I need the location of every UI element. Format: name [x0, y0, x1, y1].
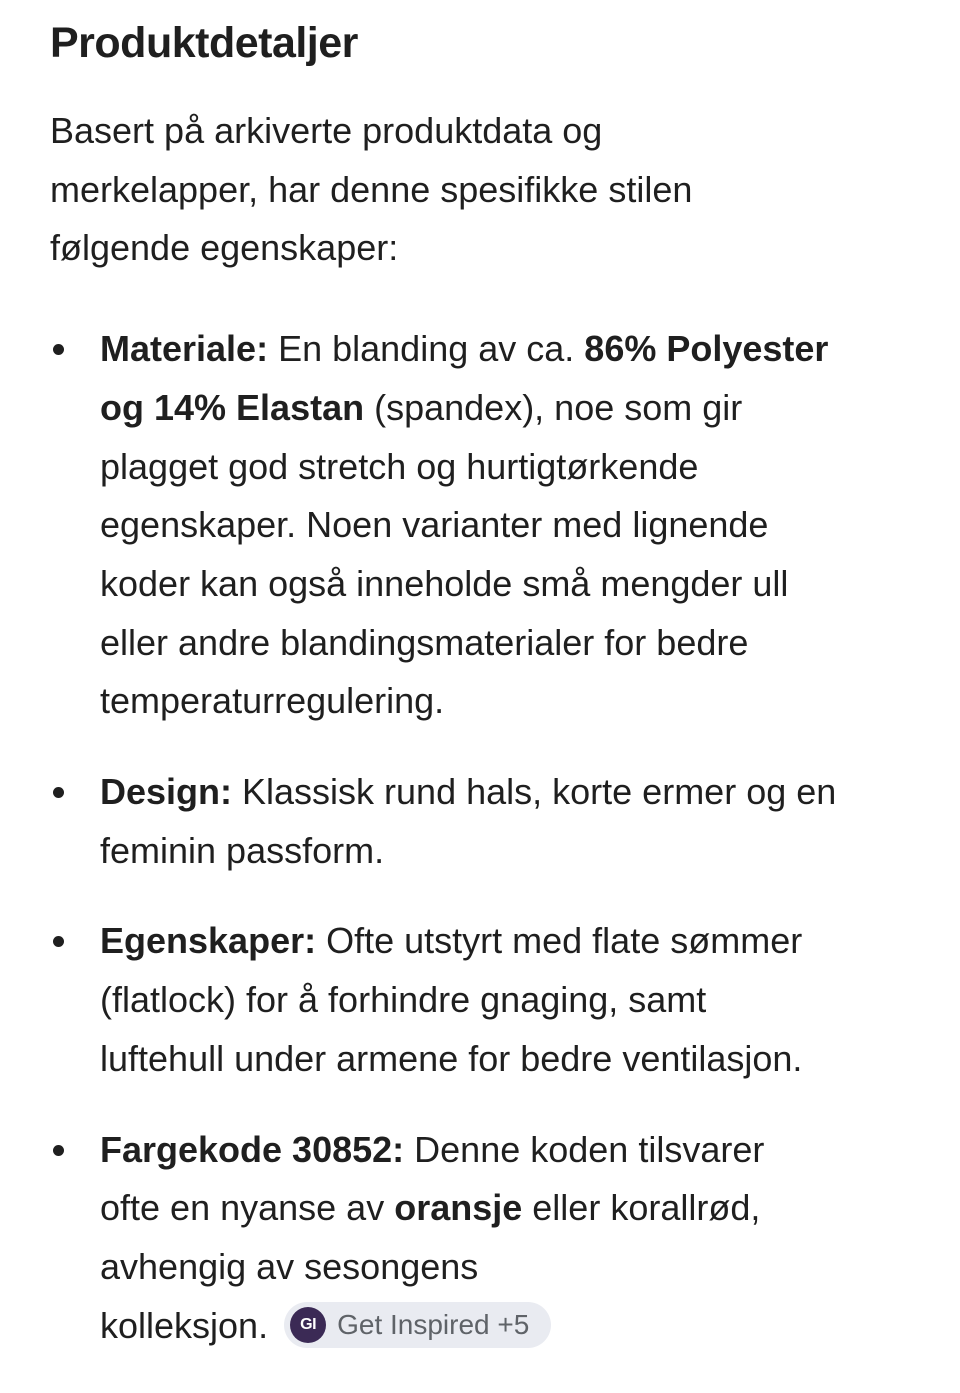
- text-run: feminin passform.: [100, 829, 385, 871]
- bullet-line: [100, 379, 906, 438]
- text-run: avhengig av sesongens: [100, 1245, 479, 1287]
- source-chip-label: Get Inspired +5: [337, 1309, 530, 1341]
- text-run: Egenskaper:: [100, 920, 317, 962]
- text-run: koder kan også inneholde små mengder ull: [100, 562, 789, 604]
- bullet-line: [100, 320, 906, 379]
- bullet-line: [100, 1297, 906, 1356]
- bullet-content: [100, 1121, 906, 1356]
- bullet-line: [100, 971, 906, 1030]
- intro-line: Basert på arkiverte produktdata og: [50, 110, 603, 151]
- text-run: eller korallrød,: [522, 1187, 761, 1229]
- text-run: Klassisk rund hals, korte ermer og en: [232, 771, 837, 813]
- bullet-line: [100, 496, 906, 555]
- bullet-list: [50, 320, 906, 1355]
- text-run: Design:: [100, 771, 233, 813]
- intro-line: følgende egenskaper:: [50, 227, 399, 269]
- text-run: og 14% Elastan: [100, 386, 365, 428]
- list-item: [50, 912, 906, 1088]
- bullet-line: [100, 1030, 906, 1089]
- list-item: [50, 763, 906, 880]
- page-title: Produktdetaljer: [50, 19, 358, 67]
- bullet-line: [100, 1179, 906, 1238]
- text-run: En blanding av ca.: [268, 328, 585, 370]
- bullet-line: [100, 614, 906, 673]
- bullet-content: [100, 912, 906, 1088]
- text-run: 86% Polyester: [584, 328, 829, 370]
- text-run: egenskaper. Noen varianter med lignende: [100, 504, 769, 546]
- text-run: plagget god stretch og hurtigtørkende: [100, 445, 699, 487]
- bullet-line: [100, 822, 906, 881]
- text-run: kolleksjon.: [100, 1304, 269, 1346]
- text-run: eller andre blandingsmaterialer for bedre: [100, 621, 749, 663]
- bullet-line: [100, 555, 906, 614]
- text-run: Materiale:: [100, 328, 269, 370]
- list-item: [50, 1121, 906, 1356]
- text-run: luftehull under armene for bedre ventilasjon.: [100, 1037, 803, 1079]
- intro-line: merkelapper, har denne spesifikke stilen: [50, 168, 693, 210]
- list-item: [50, 320, 906, 731]
- text-run: ofte en nyanse av: [100, 1187, 395, 1229]
- text-run: Fargekode 30852:: [100, 1128, 405, 1170]
- text-run: (flatlock) for å forhindre gnaging, samt: [100, 979, 707, 1021]
- bullet-line: [100, 1121, 906, 1180]
- bullet-line: [100, 672, 906, 731]
- get-inspired-logo-icon: GI: [290, 1307, 326, 1343]
- bullet-line: [100, 763, 906, 822]
- bullet-line: [100, 1238, 906, 1297]
- text-run: (spandex), noe som gir: [364, 386, 743, 428]
- text-run: oransje: [394, 1187, 523, 1229]
- bullet-content: [100, 763, 906, 880]
- text-run: Ofte utstyrt med flate sømmer: [316, 920, 803, 962]
- bullet-content: [100, 320, 906, 731]
- source-chip-get-inspired[interactable]: [284, 1302, 551, 1348]
- bullet-line: [100, 438, 906, 497]
- bullet-line: [100, 912, 906, 971]
- intro-paragraph: [50, 102, 906, 278]
- text-run: Denne koden tilsvarer: [404, 1128, 765, 1170]
- text-run: temperaturregulering.: [100, 680, 445, 722]
